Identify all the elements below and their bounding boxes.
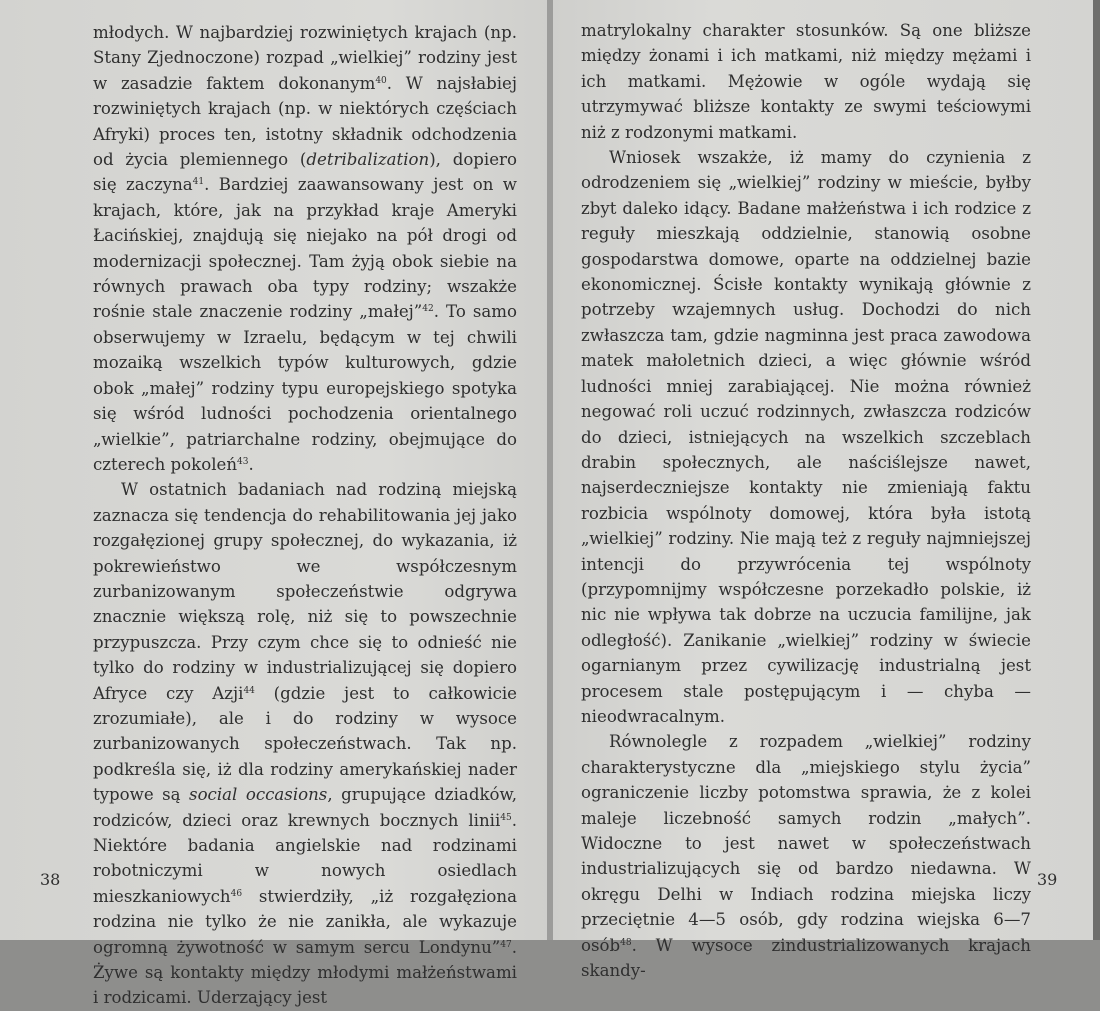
paragraph [93, 20, 517, 477]
footnote-ref: 44 [243, 685, 255, 696]
text-run: . To samo obserwujemy w Izraelu, będącym w tej chwili mozaiką wszelkich typów kulturowych, gdzie obok „małej” rodziny typu europejskiego spotyka się wśród ludności pochodzenia orientalnego „wielkie”, patriarchalne rodziny, obejmujące do czterech pokoleń [93, 302, 517, 474]
footnote-ref: 43 [237, 456, 249, 467]
right-page-text [581, 18, 1031, 983]
text-run: . Bardziej zaawansowany jest on w krajach, które, jak na przykład kraje Ameryki Łacińskiej, znajdują się niejako na pół drogi od modernizacji społecznej. Tam żyją obok siebie na równych prawach oba typy rodziny; wszakże rośnie stale znaczenie rodziny „małej” [93, 175, 518, 322]
footnote-ref: 46 [230, 888, 243, 899]
text-run: W ostatnich badaniach nad rodziną miejską zaznacza się tendencja do rehabilitowania jej jako rozgałęzionej grupy społecznej, do wykazania, iż pokrewieństwo we współczesnym zurbanizowanym społeczeństwie odgrywa znacznie większą rolę, niż się to powszechnie przypuszcza. Przy czym chce się to odnieść nie tylko do rodziny w industrializującej się dopiero Afryce czy Azji [93, 480, 517, 703]
text-run: matrylokalny charakter stosunków. Są one bliższe między żonami i ich matkami, niż między mężami i ich matkami. Mężowie w ogóle wydają się utrzymywać bliższe kontakty ze swymi teściowymi niż z rodzonymi matkami. [581, 21, 1031, 142]
left-page-text [93, 20, 517, 1011]
footnote-ref: 41 [192, 177, 205, 188]
text-run: ), dopiero się zaczyna [93, 150, 517, 195]
footnote-ref: 42 [422, 304, 434, 315]
text-run: . [248, 454, 254, 474]
footnote-ref: 45 [500, 812, 512, 823]
footnote-ref: 47 [500, 939, 512, 950]
italic-term: social occasions [189, 785, 328, 805]
text-run: . W najsłabiej rozwiniętych krajach (np. w niektórych częściach Afryki) proces ten, istotny składnik odchodzenia od życia plemiennego ( [93, 73, 517, 170]
page-edge [1093, 0, 1100, 940]
page-number-left: 38 [40, 870, 61, 889]
right-page [553, 0, 1093, 981]
text-run: stwierdziły, „iż rozgałęziona rodzina nie tylko że nie zanikła, ale wykazuje ogromną żywotność w samym sercu Londynu” [93, 886, 517, 957]
text-run: . Żywe są kontakty między młodymi małżeństwami i rodzicami. Uderzający jest [93, 937, 517, 1008]
text-run: . W wysoce zindustrializowanych krajach skandy- [581, 935, 1031, 981]
text-run: (gdzie jest to całkowicie zrozumiałe), ale i do rodziny w wysoce zurbanizowanych społeczeństwach. Tak np. podkreśla się, iż dla rodziny amerykańskiej nader typowe są [93, 683, 517, 805]
text-run: młodych. W najbardziej rozwiniętych krajach (np. Stany Zjednoczone) rozpad „wielkiej” rodziny jest w zasadzie faktem dokonanym [93, 23, 517, 93]
text-run: Równolegle z rozpadem „wielkiej” rodziny charakterystyczne dla „miejskiego stylu życia” ograniczenie liczby potomstwa sprawia, że z kolei maleje liczebność samych rodzin „małych”. Widoczne to jest nawet w społeczeństwach industrializujących się od bardzo niedawna. W okręgu Delhi w Indiach rodzina miejska liczy przeciętnie 4—5 osób, gdy rodzina wiejska 6—7 osób [581, 732, 1031, 955]
paragraph [581, 18, 1031, 145]
text-run: . Niektóre badania angielskie nad rodzinami robotniczymi w nowych osiedlach mieszkaniowych [93, 810, 517, 906]
paragraph [93, 477, 517, 1011]
footnote-ref: 48 [620, 937, 632, 948]
text-run: , grupujące dziadków, rodziców, dzieci oraz krewnych bocznych linii [93, 785, 517, 830]
paragraph [581, 145, 1031, 729]
text-run: Wniosek wszakże, iż mamy do czynienia z odrodzeniem się „wielkiej” rodziny w mieście, byłby zbyt daleko idący. Badane małżeństwa i ich rodzice z reguły mieszkają oddzielnie, stanowią osobne gospodarstwa domowe, oparte na oddzielnej bazie ekonomicznej. Ścisłe kontakty wynikają głównie z potrzeby wzajemnych usług. Dochodzi do nich zwłaszcza tam, gdzie nagminna jest praca zawodowa matek małoletnich dzieci, a więc głównie wśród ludności mniej zarabiającej. Nie można również negować roli uczuć rodzinnych, zwłaszcza rodziców do dzieci, istniejących na wszelkich szczeblach drabin społecznych, ale naściślejsze nawet, najserdeczniejsze kontakty nie zmieniają faktu rozbicia wspólnoty domowej, która była istotą „wielkiej” rodziny. Nie mają też z reguły najmniejszej intencji do przywrócenia tej wspólnoty (przypomnijmy współczesne porzekadło polskie, iż nic nie wpływa tak dobrze na uczucia familijne, jak odległość). Zanikanie „wielkiej” rodziny w świecie ogarnianym przez cywilizację industrialną jest procesem stale postępującym i — chyba — nieodwracalnym. [581, 148, 1031, 726]
left-page [0, 0, 549, 1008]
italic-term: detribalization [306, 150, 430, 170]
page-number-right: 39 [1037, 870, 1058, 889]
footnote-ref: 40 [375, 75, 387, 86]
paragraph [581, 729, 1031, 983]
